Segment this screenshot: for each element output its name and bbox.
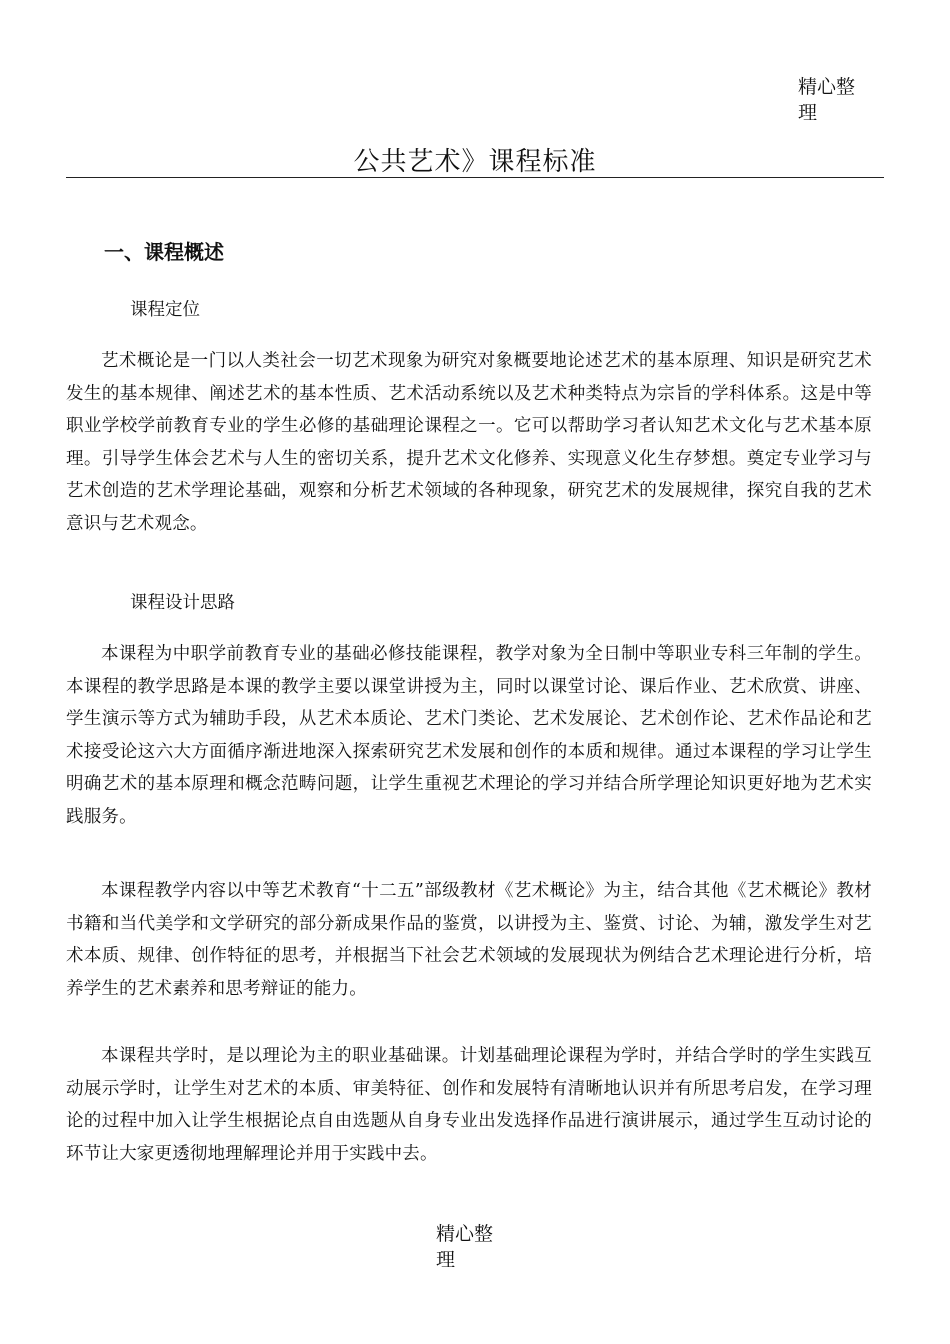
paragraph-course-design-2: 本课程教学内容以中等艺术教育“十二五”部级教材《艺术概论》为主，结合其他《艺术概论》教材书籍和当代美学和文学研究的部分新成果作品的鉴赏，以讲授为主、鉴赏、讨论、为辅，激发学生对艺术本质、规律、创作特征的思考，并根据当下社会艺术领域的发展现状为例结合艺术理论进行分析，培养学生的艺术素养和思考辩证的能力。 <box>66 881 872 999</box>
document-title: 公共艺术》课程标准 <box>353 147 597 177</box>
header-watermark-text: 精心整理 <box>798 76 856 124</box>
paragraph-course-positioning: 艺术概论是一门以人类社会一切艺术现象为研究对象概要地论述艺术的基本原理、知识是研究艺术发生的基本规律、阐述艺术的基本性质、艺术活动系统以及艺术种类特点为宗旨的学科体系。这是中等职业学校学前教育专业的学生必修的基础理论课程之一。它可以帮助学习者认知艺术文化与艺术基本原理。引导学生体会艺术与人生的密切关系，提升艺术文化修养、实现意义化生存梦想。奠定专业学习与艺术创造的艺术学理论基础，观察和分析艺术领域的各种现象，研究艺术的发展规律，探究自我的艺术意识与艺术观念。 <box>66 351 872 534</box>
section-heading-course-overview: 一、课程概述 <box>104 240 224 264</box>
paragraph-course-design-1: 本课程为中职学前教育专业的基础必修技能课程，教学对象为全日制中等职业专科三年制的学生。本课程的教学思路是本课的教学主要以课堂讲授为主，同时以课堂讨论、课后作业、艺术欣赏、讲座、学生演示等方式为辅助手段，从艺术本质论、艺术门类论、艺术发展论、艺术创作论、艺术作品论和艺术接受论这六大方面循序渐进地深入探索研究艺术发展和创作的本质和规律。通过本课程的学习让学生明确艺术的基本原理和概念范畴问题，让学生重视艺术理论的学习并结合所学理论知识更好地为艺术实践服务。 <box>66 644 872 827</box>
title-underline-divider <box>66 177 884 178</box>
subheading-course-design: 课程设计思路 <box>130 593 235 613</box>
paragraph-course-design-3: 本课程共学时，是以理论为主的职业基础课。计划基础理论课程为学时，并结合学时的学生实践互动展示学时，让学生对艺术的本质、审美特征、创作和发展特有清晰地认识并有所思考启发，在学习理论的过程中加入让学生根据论点自由选题从自身专业出发选择作品进行演讲展示，通过学生互动讨论的环节让大家更透彻地理解理论并用于实践中去。 <box>66 1046 872 1164</box>
subheading-course-positioning: 课程定位 <box>130 300 200 320</box>
footer-watermark-text: 精心整理 <box>436 1223 494 1271</box>
